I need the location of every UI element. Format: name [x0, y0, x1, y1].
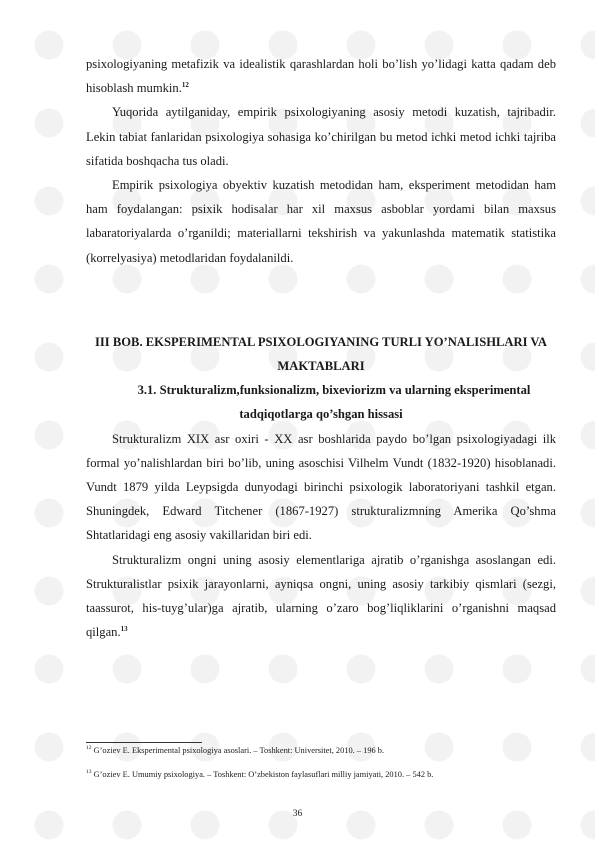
- chapter-title: III BOB. EKSPERIMENTAL PSIXOLOGIYANING TURLI YO’NALISHLARI VA MAKTABLARI: [95, 334, 547, 374]
- section-title: 3.1. Strukturalizm,funksionalizm, bixeviorizm va ularning eksperimental tadqiqotlarga qo’shgan hissasi: [137, 383, 531, 422]
- paragraph-1: psixologiyaning metafizik va idealistik qarashlardan holi bo’lish yo’lidagi katta qadam deb hisoblash mumkin.$^{12}$: [86, 57, 556, 96]
- page-number: 36: [292, 809, 303, 819]
- footnote-12: $^{12}$ G’oziev E. Eksperimental psixologiya asoslari. – Toshkent: Universitet, 2010. – 196 b.: [86, 745, 385, 755]
- paragraph-5: Strukturalizm ongni uning asosiy elementlariga ajratib o’rganishga asoslangan edi. Strukturalistlar psixik jarayonlarni, ayniqsa ongni, uning asosiy tarkibiy qismlari (sezgi, taassurot, his-tuyg’ular)ga ajratib, ularning o’zaro bog’liqliklarini o’rganishni maqsad qilgan.$^{13}$: [86, 552, 556, 640]
- paragraph-2: Yuqorida aytilganiday, empirik psixologiyaning asosiy metodi kuzatish, tajribadir. Lekin tabiat fanlaridan psixologiya sohasiga ko’chirilgan bu metod ichki metod ichki tajriba sifatida boshqacha tus oladi.: [86, 105, 556, 168]
- paragraph-3: Empirik psixologiya obyektiv kuzatish metodidan ham, eksperiment metodidan ham ham foydalangan: psixik hodisalar har xil maxsus asboblar yordami bilan maxsus labaratoriyalarda o’rganildi; materiallarni tekshirish va yakunlashda matematik statistika (korrelyasiya) metodlaridan foydalanildi.: [86, 178, 556, 265]
- footnote-divider: [86, 742, 202, 743]
- paragraph-4: Strukturalizm XIX asr oxiri - XX asr boshlarida paydo bo’lgan psixologiyadagi ilk formal yo’nalishlardan biri bo’lib, uning asoschisi Vilhelm Vundt (1832-1920) hisoblanadi. Vundt 1879 yilda Leypsigda dunyodagi birinchi psixologik laboratoriyani tashkil etgan. Shuningdek, Edward Titchener (1867-1927) strukturalizmning Amerika Qo’shma Shtatlaridagi eng asosiy vakillaridan biri edi.: [86, 431, 556, 543]
- footnote-ref-12[interactable]: 12: [181, 81, 189, 90]
- footnote-13: $^{13}$ G’oziev E. Umumiy psixologiya. – Toshkent: O’zbekiston faylasuflari milliy jamiyati, 2010. – 542 b.: [86, 769, 434, 779]
- footnote-ref-13[interactable]: 13: [120, 625, 128, 634]
- page-body: [86, 52, 556, 644]
